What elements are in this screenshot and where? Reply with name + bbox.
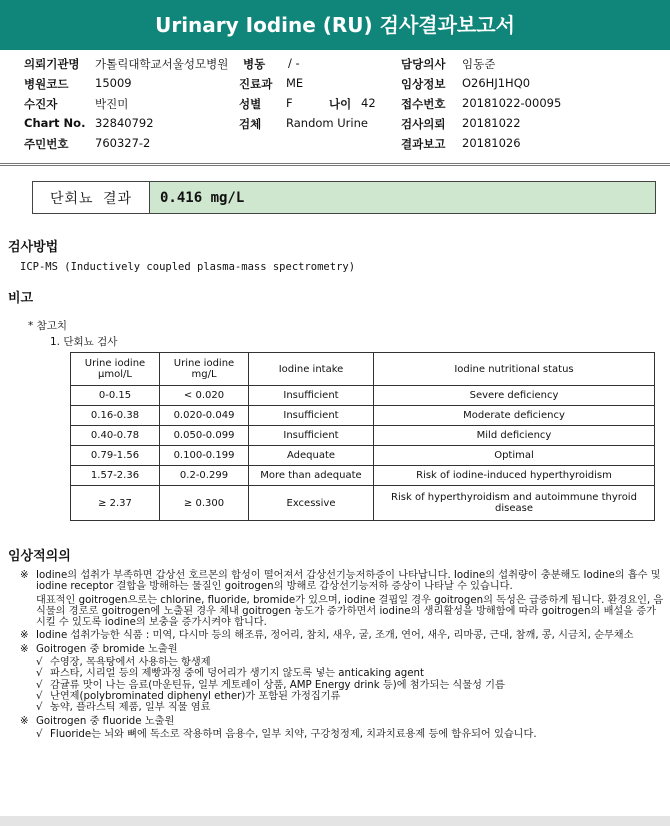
age-label: 나이 bbox=[329, 97, 352, 111]
dept-label: 진료과 bbox=[239, 77, 273, 91]
check-icon: √ bbox=[36, 668, 43, 680]
page-bottom-bar bbox=[0, 816, 670, 826]
reference-title: * 참고치 bbox=[28, 320, 68, 332]
result-box bbox=[32, 181, 656, 214]
table-cell: Insufficient bbox=[249, 386, 374, 406]
note-text: Fluoride는 뇌와 뼈에 독소로 작용하며 음용수, 일부 치약, 구강청정제, 치과치료용제 등에 함유되어 있습니다. bbox=[50, 728, 537, 740]
dept-value: ME bbox=[286, 76, 304, 90]
chart-label: Chart No. bbox=[24, 116, 86, 130]
hospital-label: 의뢰기관명 bbox=[24, 57, 80, 71]
ward-label: 병동 bbox=[243, 57, 266, 71]
table-cell: Adequate bbox=[249, 446, 374, 466]
note-subitem bbox=[20, 729, 665, 740]
table-cell: Mild deficiency bbox=[374, 426, 655, 446]
header-divider-2 bbox=[0, 165, 670, 166]
ward-value: / - bbox=[288, 56, 300, 70]
note-text: 파스타, 시리얼 등의 제빵과정 중에 덩어리가 생기지 않도록 넣는 anticaking agent bbox=[50, 668, 424, 680]
note-text: Goitrogen 중 bromide 노출원 bbox=[36, 643, 178, 655]
table-cell: Optimal bbox=[374, 446, 655, 466]
table-row bbox=[71, 446, 655, 466]
check-icon: √ bbox=[36, 690, 43, 702]
id-label: 주민번호 bbox=[24, 137, 69, 151]
result-value: 0.416 mg/L bbox=[150, 182, 655, 213]
check-icon: √ bbox=[36, 728, 43, 740]
note-item bbox=[20, 644, 665, 655]
hospital-value: 가톨릭대학교서울성모병원 bbox=[95, 57, 229, 71]
requestdate-value: 20181022 bbox=[462, 116, 521, 130]
testinfo-value: O26HJ1HQ0 bbox=[462, 76, 531, 90]
table-row bbox=[71, 406, 655, 426]
receipt-value: 20181022-00095 bbox=[462, 96, 562, 110]
note-marker: ※ bbox=[20, 643, 29, 655]
note-text: Iodine 섭취가능한 식품 : 미역, 다시마 등의 해조류, 정어리, 참치, 새우, 굴, 조개, 연어, 새우, 리마콩, 근대, 참깨, 콩, 시금치, 순무채소 bbox=[36, 630, 634, 642]
column-header: Iodine nutritional status bbox=[374, 353, 655, 386]
table-row bbox=[71, 466, 655, 486]
doctor-label: 담당의사 bbox=[401, 57, 446, 71]
table-cell: < 0.020 bbox=[160, 386, 249, 406]
reference-table bbox=[70, 352, 655, 521]
note-text: 난연제(polybrominated diphenyl ether)가 포함된 가정집기류 bbox=[50, 690, 341, 702]
table-row bbox=[71, 426, 655, 446]
note-subitem bbox=[20, 657, 665, 668]
table-cell: Insufficient bbox=[249, 426, 374, 446]
table-cell: 0.2-0.299 bbox=[160, 466, 249, 486]
specimen-value: Random Urine bbox=[286, 116, 368, 130]
table-cell: 1.57-2.36 bbox=[71, 466, 160, 486]
code-value: 15009 bbox=[95, 76, 132, 90]
table-cell: 0.16-0.38 bbox=[71, 406, 160, 426]
note-marker: ※ bbox=[20, 715, 29, 727]
table-header-row bbox=[71, 353, 655, 386]
id-value: 760327-2 bbox=[95, 136, 151, 150]
requestdate-label: 검사의뢰 bbox=[401, 117, 446, 131]
note-marker: ※ bbox=[20, 630, 29, 642]
reportdate-label: 결과보고 bbox=[401, 137, 446, 151]
sex-value: F bbox=[286, 96, 293, 110]
table-row bbox=[71, 386, 655, 406]
table-cell: Severe deficiency bbox=[374, 386, 655, 406]
note-item bbox=[20, 570, 665, 593]
remarks-heading: 비고 bbox=[8, 291, 34, 306]
note-subitem bbox=[20, 702, 665, 713]
age-value: 42 bbox=[361, 96, 376, 110]
note-text: 감귤류 맛이 나는 음료(마운틴듀, 일부 게토레이 상품, AMP Energy drink 등)에 첨가되는 식물성 기름 bbox=[50, 679, 505, 691]
check-icon: √ bbox=[36, 702, 43, 714]
table-cell: ≥ 0.300 bbox=[160, 486, 249, 521]
table-cell: 0.79-1.56 bbox=[71, 446, 160, 466]
doctor-value: 임동준 bbox=[462, 57, 496, 71]
patient-label: 수진자 bbox=[24, 97, 58, 111]
column-header: Iodine intake bbox=[249, 353, 374, 386]
table-cell: Excessive bbox=[249, 486, 374, 521]
table-cell: 0.050-0.099 bbox=[160, 426, 249, 446]
table-cell: Moderate deficiency bbox=[374, 406, 655, 426]
note-text: 대표적인 goitrogen으로는 chlorine, fluoride, bromide가 있으며, iodine 결핍일 경우 goitrogen의 독성은 급증하게 됩니다. 환경요인, 음식물의 경로로 goitrogen에 노출된 경우 체내 goitrogen 농도가 증가하면서 iodine의 생리활성을 방해함에 따라 goitrogen의 배설을 증가시킬 수 있도록 iodine의 보충을 증가시켜야 합니다. bbox=[36, 594, 664, 629]
chart-value: 32840792 bbox=[95, 116, 154, 130]
table-cell: 0.020-0.049 bbox=[160, 406, 249, 426]
reference-subtitle: 1. 단회뇨 검사 bbox=[50, 336, 118, 348]
note-item bbox=[20, 595, 665, 629]
patient-value: 박진미 bbox=[95, 97, 129, 111]
table-cell: Risk of hyperthyroidism and autoimmune thyroid disease bbox=[374, 486, 655, 521]
method-text: ICP-MS (Inductively coupled plasma-mass spectrometry) bbox=[20, 261, 356, 273]
report-title: Urinary Iodine (RU) 검사결과보고서 bbox=[0, 0, 670, 50]
note-subitem bbox=[20, 668, 665, 679]
table-cell: 0-0.15 bbox=[71, 386, 160, 406]
table-cell: ≥ 2.37 bbox=[71, 486, 160, 521]
sex-label: 성별 bbox=[239, 97, 262, 111]
note-item bbox=[20, 630, 665, 641]
header-divider bbox=[0, 163, 670, 164]
table-cell: Insufficient bbox=[249, 406, 374, 426]
column-header: Urine iodine μmol/L bbox=[71, 353, 160, 386]
method-heading: 검사방법 bbox=[8, 240, 59, 255]
clinical-heading: 임상적의의 bbox=[8, 549, 71, 564]
note-text: 농약, 플라스틱 제품, 일부 직물 염료 bbox=[50, 702, 211, 714]
note-text: 수영장, 목욕탕에서 사용하는 항생제 bbox=[50, 657, 211, 669]
table-cell: 0.100-0.199 bbox=[160, 446, 249, 466]
table-cell: More than adequate bbox=[249, 466, 374, 486]
check-icon: √ bbox=[36, 657, 43, 669]
check-icon: √ bbox=[36, 679, 43, 691]
clinical-notes bbox=[20, 570, 665, 740]
result-label: 단회뇨 결과 bbox=[33, 182, 150, 213]
note-text: Goitrogen 중 fluoride 노출원 bbox=[36, 715, 175, 727]
table-cell: 0.40-0.78 bbox=[71, 426, 160, 446]
note-marker: ※ bbox=[20, 570, 29, 581]
note-item bbox=[20, 716, 665, 727]
column-header: Urine iodine mg/L bbox=[160, 353, 249, 386]
specimen-label: 검체 bbox=[239, 117, 262, 131]
testinfo-label: 임상정보 bbox=[401, 77, 446, 91]
note-subitem bbox=[20, 691, 665, 702]
note-text: Iodine의 섭취가 부족하면 갑상선 호르몬의 합성이 떨어져서 갑상선기능저하증이 나타납니다. Iodine의 섭취량이 충분해도 Iodine의 흡수 및 iodine receptor 결합을 방해하는 물질인 goitrogen의 방해로 갑상선기능저하 증상이 나타날 수 있습니다. bbox=[36, 570, 661, 593]
table-row bbox=[71, 486, 655, 521]
note-subitem bbox=[20, 680, 665, 691]
code-label: 병원코드 bbox=[24, 77, 69, 91]
receipt-label: 접수번호 bbox=[401, 97, 446, 111]
reportdate-value: 20181026 bbox=[462, 136, 521, 150]
table-cell: Risk of iodine-induced hyperthyroidism bbox=[374, 466, 655, 486]
